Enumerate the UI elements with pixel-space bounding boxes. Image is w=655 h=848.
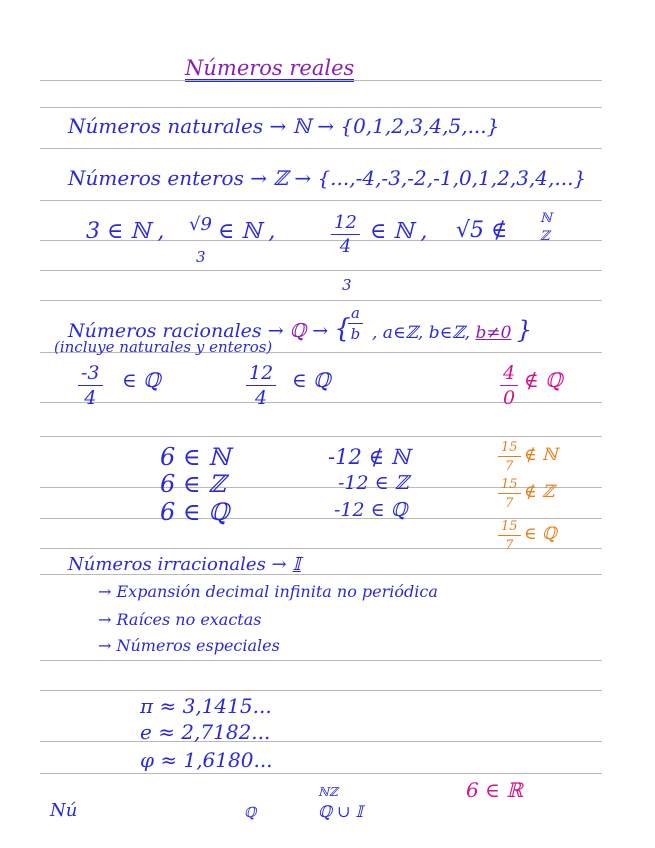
example-sqrt9: √9 — [189, 214, 212, 235]
rule-line — [40, 660, 602, 661]
racionales-label: Números racionales — [68, 320, 262, 342]
naturales-symbol: ℕ — [292, 114, 311, 138]
rule-line — [40, 741, 602, 742]
example-sqrt5: √5 ∉ — [456, 218, 508, 243]
table-cell: 6 ∈ ℚ — [160, 498, 230, 526]
rule-line — [40, 690, 602, 691]
racionales-symbol: ℚ — [289, 320, 307, 342]
cutoff-text: 6 ∈ ℝ — [466, 778, 523, 802]
arrow-icon: → — [312, 320, 329, 342]
example-12-4-rest: ∈ ℕ , — [370, 219, 428, 244]
table-cell: 6 ∈ ℤ — [160, 470, 226, 498]
rac-example-3: $\frac{4}{0}$ — [500, 364, 518, 408]
rule-line — [40, 300, 602, 301]
example-sqrt5-bottom: ℤ — [540, 229, 550, 244]
example-3-in-n: 3 ∈ ℕ , — [86, 219, 165, 244]
cutoff-text: ℕℤ — [318, 785, 338, 799]
rule-line — [40, 200, 602, 201]
arrow-icon: → — [294, 166, 312, 190]
table-cell: ∉ ℤ — [524, 482, 555, 502]
rac-example-3-rest: ∉ ℚ — [524, 368, 563, 392]
rac-example-2: $\frac{12}{4}$ — [246, 364, 276, 408]
constant-pi: π ≈ 3,1415... — [140, 694, 272, 718]
racionales-set-fraction: $\frac{a}{b}$ — [348, 306, 363, 342]
racionales-line: Números racionales → ℚ → { — [68, 314, 351, 344]
table-cell-fraction: $\frac{15}{7}$ — [498, 478, 521, 510]
rac-example-1: $\frac{-3}{4}$ — [78, 364, 103, 408]
table-cell: -12 ∈ ℚ — [334, 499, 408, 521]
arrow-icon: → — [267, 320, 284, 342]
constant-phi: φ ≈ 1,6180... — [140, 748, 273, 772]
rule-line — [40, 270, 602, 271]
rac-example-1-rest: ∈ ℚ — [122, 368, 161, 392]
example-12-4-note: 3 — [342, 276, 352, 294]
naturales-label: Números naturales — [68, 114, 264, 138]
rule-line — [40, 107, 602, 108]
rule-line — [40, 773, 602, 774]
racionales-set-rest: , a∈ℤ, b∈ℤ, b≠0 } — [372, 316, 533, 344]
arrow-icon: → — [269, 114, 287, 138]
example-sqrt5-top: ℕ — [540, 211, 552, 226]
page-title: Números reales — [185, 56, 355, 80]
list-item: → Números especiales — [98, 636, 280, 655]
list-item: → Raíces no exactas — [98, 610, 262, 629]
example-sqrt9-rest: ∈ ℕ , — [218, 219, 276, 244]
list-item: → Expansión decimal infinita no periódica — [98, 582, 438, 601]
table-cell-fraction: $\frac{15}{7}$ — [498, 441, 521, 473]
table-cell: 6 ∈ ℕ — [160, 443, 231, 471]
enteros-label: Números enteros — [68, 166, 244, 190]
example-sqrt9-note: 3 — [196, 248, 206, 266]
rule-line — [40, 518, 602, 519]
constant-e: e ≈ 2,7182... — [140, 720, 271, 744]
naturales-line — [68, 116, 499, 136]
table-cell: ∈ ℚ — [524, 524, 557, 544]
table-cell-fraction: $\frac{15}{7}$ — [498, 520, 521, 552]
arrow-icon: → — [250, 166, 267, 190]
cutoff-text: ℚ — [244, 805, 257, 821]
naturales-set: {0,1,2,3,4,5,...} — [340, 114, 500, 138]
arrow-icon: → — [271, 554, 287, 575]
rule-line — [40, 436, 602, 437]
cutoff-text: ℚ ∪ 𝕀 — [318, 802, 363, 821]
rule-line — [40, 148, 602, 149]
enteros-symbol: ℤ — [273, 166, 288, 190]
arrow-icon: → — [317, 114, 334, 138]
example-12-4: $\frac{12}{4}$ — [331, 214, 360, 256]
enteros-set: {...,-4,-3,-2,-1,0,1,2,3,4,...} — [317, 166, 587, 190]
irracionales-symbol: 𝕀 — [292, 554, 301, 575]
table-cell: -12 ∉ ℕ — [328, 445, 410, 469]
rac-example-2-rest: ∈ ℚ — [292, 368, 331, 392]
racionales-note: (incluye naturales y enteros) — [54, 338, 273, 356]
table-cell: ∉ ℕ — [524, 445, 558, 465]
enteros-line — [68, 168, 586, 188]
cutoff-text: Nú — [50, 800, 78, 821]
irracionales-label: Números irracionales — [68, 554, 266, 575]
table-cell: -12 ∈ ℤ — [338, 472, 409, 494]
irracionales-line — [68, 556, 301, 574]
